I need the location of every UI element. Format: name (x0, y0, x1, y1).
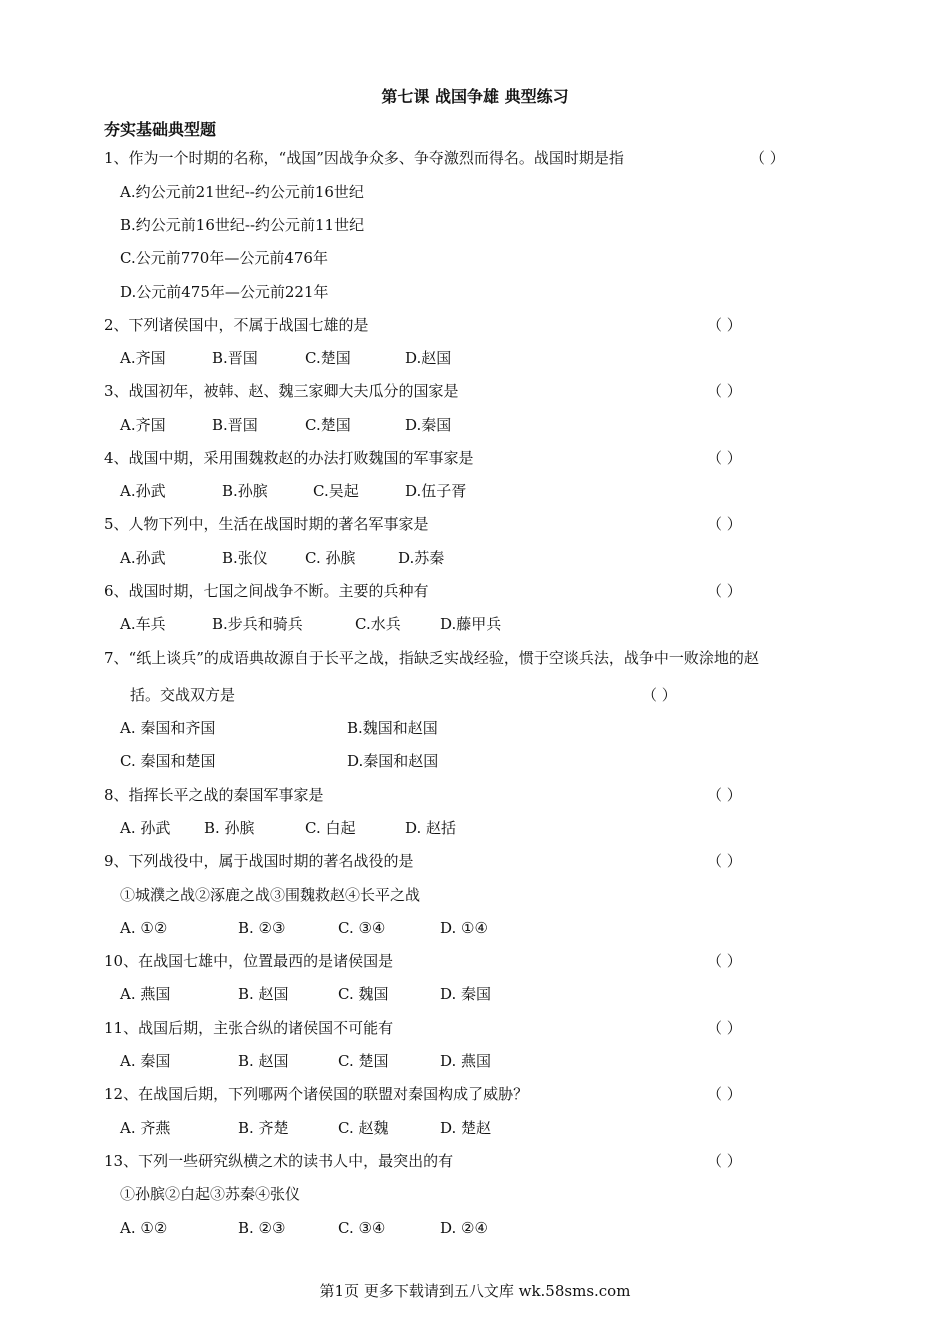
q7-option-a: A. 秦国和齐国 (120, 719, 216, 737)
question-9-stem: 9、下列战役中，属于战国时期的著名战役的是 (104, 852, 414, 870)
q1-option-d: D.公元前475年—公元前221年 (120, 283, 329, 301)
q5-option-b: B.张仪 (222, 549, 268, 567)
question-8-stem: 8、指挥长平之战的秦国军事家是 (104, 786, 324, 804)
q5-option-c: C. 孙膑 (305, 549, 356, 567)
q5-option-d: D.苏秦 (398, 549, 445, 567)
question-13-stem: 13、下列一些研究纵横之术的读书人中，最突出的有 (104, 1152, 454, 1170)
answer-blank-10: （ ） (707, 952, 742, 970)
q3-option-d: D.秦国 (405, 416, 452, 434)
q6-option-b: B.步兵和骑兵 (212, 615, 303, 633)
q1-option-a: A.约公元前21世纪--约公元前16世纪 (120, 183, 364, 201)
q12-option-a: A. 齐燕 (120, 1119, 171, 1137)
section-heading: 夯实基础典型题 (104, 120, 217, 139)
answer-blank-8: （ ） (707, 786, 742, 804)
q9-option-d: D. ①④ (440, 919, 488, 937)
q2-option-b: B.晋国 (212, 349, 258, 367)
answer-blank-7: （ ） (642, 686, 677, 704)
q9-option-c: C. ③④ (338, 919, 386, 937)
q8-option-a: A. 孙武 (120, 819, 171, 837)
q11-option-d: D. 燕国 (440, 1052, 492, 1070)
page-footer: 第1页 更多下载请到五八文库 wk.58sms.com (319, 1282, 631, 1300)
q3-option-c: C.楚国 (305, 416, 351, 434)
q10-option-c: C. 魏国 (338, 985, 389, 1003)
q11-option-c: C. 楚国 (338, 1052, 389, 1070)
answer-blank-3: （ ） (707, 382, 742, 400)
question-4-stem: 4、战国中期，采用围魏救赵的办法打败魏国的军事家是 (104, 449, 474, 467)
q5-option-a: A.孙武 (120, 549, 166, 567)
answer-blank-2: （ ） (707, 316, 742, 334)
q4-option-a: A.孙武 (120, 482, 166, 500)
answer-blank-4: （ ） (707, 449, 742, 467)
answer-blank-11: （ ） (707, 1019, 742, 1037)
question-10-stem: 10、在战国七雄中，位置最西的是诸侯国是 (104, 952, 394, 970)
q2-option-c: C.楚国 (305, 349, 351, 367)
q9-option-b: B. ②③ (238, 919, 286, 937)
q13-option-a: A. ①② (120, 1219, 168, 1237)
q11-option-a: A. 秦国 (120, 1052, 171, 1070)
question-11-stem: 11、战国后期，主张合纵的诸侯国不可能有 (104, 1019, 394, 1037)
q13-statement-list: ①孙膑②白起③苏秦④张仪 (120, 1185, 301, 1203)
q13-option-b: B. ②③ (238, 1219, 286, 1237)
q6-option-a: A.车兵 (120, 615, 166, 633)
question-7-stem-continued: 括。交战双方是 (130, 686, 236, 704)
question-6-stem: 6、战国时期，七国之间战争不断。主要的兵种有 (104, 582, 429, 600)
q3-option-a: A.齐国 (120, 416, 166, 434)
answer-blank-9: （ ） (707, 852, 742, 870)
answer-blank-5: （ ） (707, 515, 742, 533)
q1-option-c: C.公元前770年—公元前476年 (120, 249, 328, 267)
q10-option-a: A. 燕国 (120, 985, 171, 1003)
q13-option-c: C. ③④ (338, 1219, 386, 1237)
q12-option-d: D. 楚赵 (440, 1119, 492, 1137)
answer-blank-12: （ ） (707, 1085, 742, 1103)
q13-option-d: D. ②④ (440, 1219, 488, 1237)
answer-blank-13: （ ） (707, 1152, 742, 1170)
q12-option-b: B. 齐楚 (238, 1119, 289, 1137)
q4-option-c: C.吴起 (313, 482, 359, 500)
q7-option-c: C. 秦国和楚国 (120, 752, 216, 770)
q12-option-c: C. 赵魏 (338, 1119, 389, 1137)
question-12-stem: 12、在战国后期，下列哪两个诸侯国的联盟对秦国构成了威胁？ (104, 1085, 529, 1103)
question-3-stem: 3、战国初年，被韩、赵、魏三家卿大夫瓜分的国家是 (104, 382, 459, 400)
q11-option-b: B. 赵国 (238, 1052, 289, 1070)
q2-option-d: D.赵国 (405, 349, 452, 367)
q8-option-c: C. 白起 (305, 819, 356, 837)
q8-option-d: D. 赵括 (405, 819, 457, 837)
q9-statement-list: ①城濮之战②涿鹿之战③围魏救赵④长平之战 (120, 886, 421, 904)
question-7-stem: 7、“纸上谈兵”的成语典故源自于长平之战，指缺乏实战经验，惯于空谈兵法，战争中一败涂地的赵 (104, 649, 759, 667)
q1-option-b: B.约公元前16世纪--约公元前11世纪 (120, 216, 365, 234)
q6-option-d: D.藤甲兵 (440, 615, 502, 633)
page-title: 第七课 战国争雄 典型练习 (381, 87, 569, 106)
question-5-stem: 5、人物下列中，生活在战国时期的著名军事家是 (104, 515, 429, 533)
question-2-stem: 2、下列诸侯国中，不属于战国七雄的是 (104, 316, 369, 334)
q6-option-c: C.水兵 (355, 615, 401, 633)
q3-option-b: B.晋国 (212, 416, 258, 434)
q7-option-b: B.魏国和赵国 (347, 719, 438, 737)
answer-blank-6: （ ） (707, 582, 742, 600)
q10-option-d: D. 秦国 (440, 985, 492, 1003)
q9-option-a: A. ①② (120, 919, 168, 937)
question-1-stem: 1、作为一个时期的名称，“战国”因战争众多、争夺激烈而得名。战国时期是指 (104, 149, 624, 167)
answer-blank-1: （ ） (750, 149, 785, 167)
q4-option-b: B.孙膑 (222, 482, 268, 500)
q10-option-b: B. 赵国 (238, 985, 289, 1003)
q7-option-d: D.秦国和赵国 (347, 752, 439, 770)
q4-option-d: D.伍子胥 (405, 482, 467, 500)
q8-option-b: B. 孙膑 (204, 819, 255, 837)
q2-option-a: A.齐国 (120, 349, 166, 367)
